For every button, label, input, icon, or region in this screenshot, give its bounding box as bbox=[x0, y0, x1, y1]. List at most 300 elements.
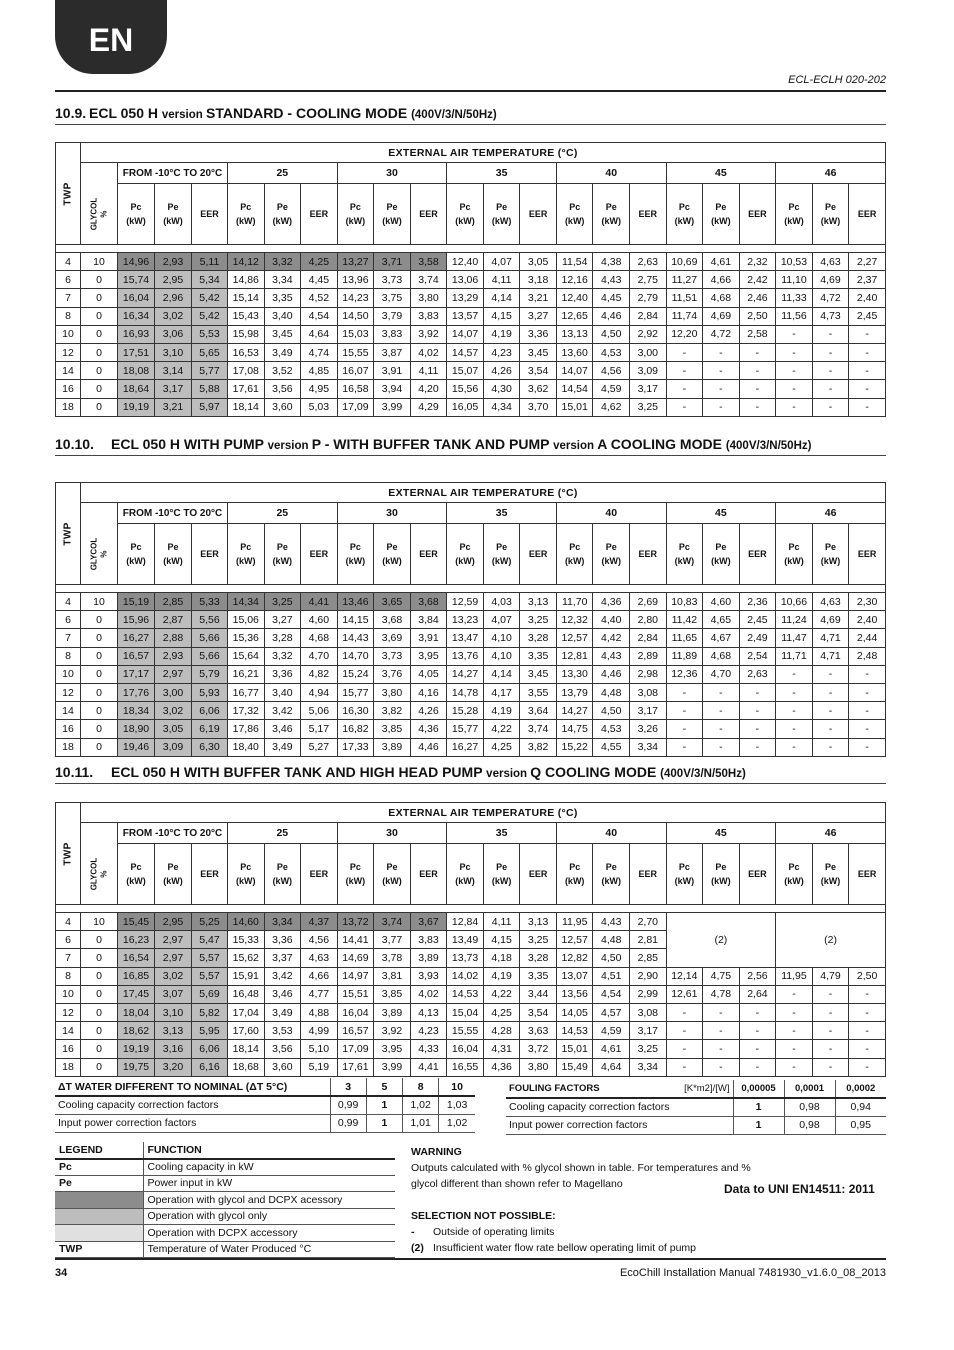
external-air-temp-header: EXTERNAL AIR TEMPERATURE (°C) bbox=[81, 803, 886, 823]
table-cell: 4,17 bbox=[483, 683, 520, 701]
table-cell: 3,14 bbox=[155, 362, 192, 380]
table-cell: - bbox=[849, 380, 886, 398]
table-cell: 3,91 bbox=[374, 362, 411, 380]
table-cell: 12,32 bbox=[556, 611, 593, 629]
table-row bbox=[56, 683, 886, 701]
section-title-part: (400V/3/N/50Hz) bbox=[411, 109, 497, 121]
table-cell: 2,69 bbox=[630, 593, 667, 611]
table-cell: - bbox=[739, 720, 776, 738]
table-cell: 6,06 bbox=[192, 1040, 228, 1058]
eer-header: EER bbox=[849, 184, 886, 245]
table-cell: 4,29 bbox=[410, 398, 447, 416]
pc-header: Pc (kW) bbox=[337, 524, 374, 585]
legend-function: Temperature of Water Produced °C bbox=[143, 1241, 395, 1258]
table-cell: 13,56 bbox=[556, 985, 593, 1003]
table-cell: 3,70 bbox=[520, 398, 557, 416]
table-cell: 3,83 bbox=[410, 931, 447, 949]
table-cell: 13,60 bbox=[556, 343, 593, 361]
table-cell: 3,89 bbox=[374, 738, 411, 756]
table-cell: 3,99 bbox=[374, 1058, 411, 1076]
table-cell: 15,45 bbox=[118, 913, 155, 931]
temp-group-header: 46 bbox=[776, 503, 886, 524]
table-cell: 2,63 bbox=[630, 253, 667, 271]
table-cell: - bbox=[812, 343, 849, 361]
table-cell: 3,77 bbox=[374, 931, 411, 949]
table-cell: 3,73 bbox=[374, 647, 411, 665]
table-cell: 2,79 bbox=[630, 289, 667, 307]
section-title bbox=[55, 764, 886, 784]
table-cell: 4,11 bbox=[483, 271, 520, 289]
table-cell: 4,02 bbox=[410, 985, 447, 1003]
table-cell: - bbox=[849, 362, 886, 380]
table-cell: 18,68 bbox=[228, 1058, 265, 1076]
table-cell: 3,36 bbox=[264, 665, 301, 683]
eer-header: EER bbox=[410, 844, 447, 905]
table-cell: 4,78 bbox=[703, 985, 740, 1003]
table-cell: 5,42 bbox=[192, 307, 228, 325]
delta-t-value: 1,01 bbox=[403, 1114, 439, 1132]
bottom-rule bbox=[55, 1258, 886, 1260]
table-cell: 3,28 bbox=[520, 629, 557, 647]
table-cell: 2,54 bbox=[739, 647, 776, 665]
eer-header: EER bbox=[849, 844, 886, 905]
table-cell: 3,75 bbox=[374, 289, 411, 307]
table-cell: 4,36 bbox=[593, 593, 630, 611]
table-cell: 3,34 bbox=[264, 913, 301, 931]
table-cell: 4,52 bbox=[301, 289, 338, 307]
table-cell: - bbox=[776, 1040, 813, 1058]
table-cell: 4,23 bbox=[483, 343, 520, 361]
table-cell: 14,05 bbox=[556, 1003, 593, 1021]
table-row bbox=[56, 380, 886, 398]
table-cell: 4,71 bbox=[812, 647, 849, 665]
table-cell: 11,71 bbox=[776, 647, 813, 665]
temp-group-header: 25 bbox=[228, 503, 338, 524]
table-cell: 3,73 bbox=[374, 271, 411, 289]
temp-group-header: 40 bbox=[556, 823, 666, 844]
fouling-col: 0,0002 bbox=[835, 1080, 886, 1098]
pe-header: Pe (kW) bbox=[812, 184, 849, 245]
table-cell: 5,34 bbox=[192, 271, 228, 289]
table-cell: - bbox=[666, 1040, 703, 1058]
table-cell: 14,15 bbox=[337, 611, 374, 629]
table-cell: 2,99 bbox=[630, 985, 667, 1003]
table-cell: 4,67 bbox=[703, 629, 740, 647]
table-cell: 3,18 bbox=[520, 271, 557, 289]
table-cell: 15,04 bbox=[447, 1003, 484, 1021]
page-number: 34 bbox=[55, 1267, 68, 1279]
temp-group-header: 35 bbox=[447, 163, 557, 184]
table-cell: 4,46 bbox=[593, 307, 630, 325]
table-cell: 16,55 bbox=[447, 1058, 484, 1076]
twp-value: 12 bbox=[56, 683, 81, 701]
fouling-header: FOULING FACTORS bbox=[506, 1080, 674, 1098]
table-cell: 4,43 bbox=[593, 913, 630, 931]
pe-header: Pe (kW) bbox=[593, 844, 630, 905]
table-cell: 4,54 bbox=[593, 985, 630, 1003]
table-cell: 4,70 bbox=[703, 665, 740, 683]
table-cell: 16,27 bbox=[118, 629, 155, 647]
table-row bbox=[56, 271, 886, 289]
table-cell: - bbox=[739, 1022, 776, 1040]
table-cell: 11,95 bbox=[556, 913, 593, 931]
table-cell: 3,36 bbox=[264, 931, 301, 949]
table-cell: 5,82 bbox=[192, 1003, 228, 1021]
table-cell: - bbox=[776, 1058, 813, 1076]
table-cell: 2,97 bbox=[155, 665, 192, 683]
table-cell: 3,27 bbox=[264, 611, 301, 629]
temp-group-header: 45 bbox=[666, 503, 776, 524]
table-cell: - bbox=[776, 362, 813, 380]
table-cell: 3,08 bbox=[630, 1003, 667, 1021]
delta-t-table bbox=[55, 1078, 475, 1133]
table-cell: 2,50 bbox=[739, 307, 776, 325]
twp-value: 6 bbox=[56, 931, 81, 949]
section-title-part: (400V/3/N/50Hz) bbox=[660, 768, 746, 780]
table-cell: 4,03 bbox=[483, 593, 520, 611]
table-cell: 12,16 bbox=[556, 271, 593, 289]
table-cell: 4,56 bbox=[593, 362, 630, 380]
pe-header: Pe (kW) bbox=[155, 184, 192, 245]
table-cell: 3,10 bbox=[155, 1003, 192, 1021]
table-cell: 2,88 bbox=[155, 629, 192, 647]
pc-header: Pc (kW) bbox=[228, 184, 265, 245]
pc-header: Pc (kW) bbox=[556, 184, 593, 245]
table-cell: 2,48 bbox=[849, 647, 886, 665]
performance-table bbox=[55, 482, 886, 757]
table-cell: 3,25 bbox=[630, 1040, 667, 1058]
table-cell: 16,05 bbox=[447, 398, 484, 416]
twp-value: 18 bbox=[56, 738, 81, 756]
table-cell: 3,06 bbox=[155, 325, 192, 343]
twp-value: 7 bbox=[56, 289, 81, 307]
table-cell: 15,03 bbox=[337, 325, 374, 343]
table-row bbox=[56, 253, 886, 271]
table-cell: 4,77 bbox=[301, 985, 338, 1003]
glycol-value: 0 bbox=[81, 271, 118, 289]
table-cell: 5,95 bbox=[192, 1022, 228, 1040]
twp-value: 14 bbox=[56, 702, 81, 720]
table-cell: 3,58 bbox=[410, 253, 447, 271]
glycol-value: 0 bbox=[81, 611, 118, 629]
table-cell: 11,95 bbox=[776, 967, 813, 985]
table-row bbox=[56, 913, 886, 931]
table-cell: 17,86 bbox=[228, 720, 265, 738]
table-cell: 16,04 bbox=[447, 1040, 484, 1058]
table-cell: 4,85 bbox=[301, 362, 338, 380]
eer-header: EER bbox=[301, 524, 338, 585]
table-cell: - bbox=[739, 1003, 776, 1021]
table-cell: - bbox=[812, 720, 849, 738]
table-cell: 12,57 bbox=[556, 931, 593, 949]
table-cell: 4,95 bbox=[301, 380, 338, 398]
table-cell: 13,96 bbox=[337, 271, 374, 289]
table-cell: 5,42 bbox=[192, 289, 228, 307]
table-row bbox=[56, 1058, 886, 1076]
table-cell: 4,50 bbox=[593, 949, 630, 967]
twp-value: 7 bbox=[56, 629, 81, 647]
twp-value: 10 bbox=[56, 325, 81, 343]
table-cell: 4,69 bbox=[812, 611, 849, 629]
table-cell: 3,93 bbox=[410, 967, 447, 985]
external-air-temp-header: EXTERNAL AIR TEMPERATURE (°C) bbox=[81, 483, 886, 503]
table-cell: 4,19 bbox=[483, 967, 520, 985]
table-cell: 16,34 bbox=[118, 307, 155, 325]
table-cell: 3,82 bbox=[374, 702, 411, 720]
table-cell: 16,48 bbox=[228, 985, 265, 1003]
document-code: ECL-ECLH 020-202 bbox=[788, 74, 886, 86]
pe-header: Pe (kW) bbox=[264, 524, 301, 585]
table-cell: 4,02 bbox=[410, 343, 447, 361]
temp-group-header: 35 bbox=[447, 503, 557, 524]
table-cell: 4,71 bbox=[812, 629, 849, 647]
table-cell: 4,65 bbox=[703, 611, 740, 629]
table-cell: 4,50 bbox=[593, 325, 630, 343]
table-cell: 3,99 bbox=[374, 398, 411, 416]
section-number: 10.10. bbox=[55, 436, 94, 452]
table-cell: 2,30 bbox=[849, 593, 886, 611]
table-cell: 15,51 bbox=[337, 985, 374, 1003]
table-cell: 5,56 bbox=[192, 611, 228, 629]
table-cell: - bbox=[666, 398, 703, 416]
temp-group-header: 40 bbox=[556, 503, 666, 524]
table-cell: 4,14 bbox=[483, 289, 520, 307]
table-cell: - bbox=[776, 738, 813, 756]
table-cell: 4,22 bbox=[483, 985, 520, 1003]
table-cell: 15,49 bbox=[556, 1058, 593, 1076]
fouling-table bbox=[506, 1080, 886, 1135]
table-cell: 3,21 bbox=[155, 398, 192, 416]
table-cell: 17,60 bbox=[228, 1022, 265, 1040]
table-cell: 3,13 bbox=[155, 1022, 192, 1040]
table-cell: 12,14 bbox=[666, 967, 703, 985]
glycol-value: 10 bbox=[81, 913, 118, 931]
table-cell: 14,07 bbox=[447, 325, 484, 343]
eer-header: EER bbox=[301, 844, 338, 905]
fouling-row-label: Input power correction factors bbox=[506, 1116, 733, 1134]
table-cell: 2,56 bbox=[739, 967, 776, 985]
twp-value: 8 bbox=[56, 647, 81, 665]
glycol-value: 0 bbox=[81, 629, 118, 647]
table-cell: - bbox=[776, 325, 813, 343]
table-cell: 2,40 bbox=[849, 611, 886, 629]
temp-group-header: FROM -10°C TO 20°C bbox=[118, 503, 228, 524]
table-cell: 3,42 bbox=[264, 967, 301, 985]
section-title-part: P - WITH BUFFER TANK AND PUMP bbox=[311, 436, 554, 452]
top-rule bbox=[55, 90, 886, 92]
table-cell: 3,05 bbox=[520, 253, 557, 271]
table-cell: 5,19 bbox=[301, 1058, 338, 1076]
temp-group-header: 40 bbox=[556, 163, 666, 184]
pe-header: Pe (kW) bbox=[593, 524, 630, 585]
table-cell: 16,58 bbox=[337, 380, 374, 398]
table-cell: 4,40 bbox=[593, 611, 630, 629]
table-cell: 5,93 bbox=[192, 683, 228, 701]
table-cell: 4,33 bbox=[410, 1040, 447, 1058]
table-cell: 16,04 bbox=[337, 1003, 374, 1021]
table-cell: 3,42 bbox=[264, 702, 301, 720]
pc-header: Pc (kW) bbox=[666, 524, 703, 585]
pe-header: Pe (kW) bbox=[703, 524, 740, 585]
table-cell: 4,43 bbox=[593, 647, 630, 665]
legend-header-key: LEGEND bbox=[55, 1142, 143, 1159]
glycol-value: 0 bbox=[81, 362, 118, 380]
table-cell: 16,85 bbox=[118, 967, 155, 985]
table-cell: 4,79 bbox=[812, 967, 849, 985]
table-cell: 3,40 bbox=[264, 683, 301, 701]
table-cell: 14,96 bbox=[118, 253, 155, 271]
pe-header: Pe (kW) bbox=[374, 184, 411, 245]
table-cell: 2,75 bbox=[630, 271, 667, 289]
table-cell: 3,45 bbox=[520, 343, 557, 361]
table-cell: 2,89 bbox=[630, 647, 667, 665]
table-cell: 3,40 bbox=[264, 307, 301, 325]
table-cell: - bbox=[666, 720, 703, 738]
table-cell: 12,81 bbox=[556, 647, 593, 665]
legend-key: Pe bbox=[55, 1175, 143, 1192]
table-cell: 2,92 bbox=[630, 325, 667, 343]
delta-t-col: 10 bbox=[439, 1078, 475, 1096]
table-cell: 4,63 bbox=[812, 253, 849, 271]
pe-header: Pe (kW) bbox=[374, 844, 411, 905]
table-cell: 12,82 bbox=[556, 949, 593, 967]
table-cell: 3,44 bbox=[520, 985, 557, 1003]
table-cell: 4,56 bbox=[301, 931, 338, 949]
table-cell: 16,07 bbox=[337, 362, 374, 380]
table-cell: 3,92 bbox=[374, 1022, 411, 1040]
insufficient-flow-note: (2) bbox=[666, 913, 776, 968]
eer-header: EER bbox=[630, 524, 667, 585]
table-cell: 5,79 bbox=[192, 665, 228, 683]
table-cell: 4,45 bbox=[301, 271, 338, 289]
table-cell: 3,13 bbox=[520, 593, 557, 611]
table-cell: 4,48 bbox=[593, 683, 630, 701]
table-cell: 3,17 bbox=[155, 380, 192, 398]
table-cell: 12,40 bbox=[447, 253, 484, 271]
legend-function: Operation with glycol and DCPX acessory bbox=[143, 1192, 395, 1209]
table-cell: - bbox=[776, 1003, 813, 1021]
twp-value: 14 bbox=[56, 362, 81, 380]
eer-header: EER bbox=[192, 844, 228, 905]
table-cell: 3,79 bbox=[374, 307, 411, 325]
twp-header: TWP bbox=[56, 803, 81, 905]
delta-t-value: 1,03 bbox=[439, 1096, 475, 1114]
twp-value: 18 bbox=[56, 398, 81, 416]
table-cell: 3,34 bbox=[630, 738, 667, 756]
table-cell: 3,87 bbox=[374, 343, 411, 361]
table-cell: 4,15 bbox=[483, 931, 520, 949]
legend-row bbox=[55, 1175, 395, 1192]
twp-value: 10 bbox=[56, 665, 81, 683]
section-title-part: Q COOLING MODE bbox=[530, 764, 661, 780]
table-cell: 3,56 bbox=[264, 380, 301, 398]
table-cell: 14,75 bbox=[556, 720, 593, 738]
table-cell: 3,62 bbox=[520, 380, 557, 398]
table-cell: - bbox=[739, 362, 776, 380]
table-cell: 3,28 bbox=[264, 629, 301, 647]
table-cell: 14,02 bbox=[447, 967, 484, 985]
table-cell: 6,19 bbox=[192, 720, 228, 738]
section-title-part: (400V/3/N/50Hz) bbox=[725, 440, 812, 452]
table-cell: 13,06 bbox=[447, 271, 484, 289]
table-cell: 13,47 bbox=[447, 629, 484, 647]
delta-t-header: ΔT WATER DIFFERENT TO NOMINAL (ΔT 5°C) bbox=[55, 1078, 330, 1096]
table-cell: 16,23 bbox=[118, 931, 155, 949]
insufficient-flow-note: (2) bbox=[776, 913, 886, 968]
twp-value: 12 bbox=[56, 343, 81, 361]
table-cell: 3,10 bbox=[155, 343, 192, 361]
table-cell: 3,28 bbox=[520, 949, 557, 967]
table-cell: 3,74 bbox=[374, 913, 411, 931]
table-cell: 4,36 bbox=[483, 1058, 520, 1076]
table-cell: 3,67 bbox=[410, 913, 447, 931]
performance-table bbox=[55, 802, 886, 1077]
table-cell: 18,14 bbox=[228, 398, 265, 416]
glycol-value: 0 bbox=[81, 931, 118, 949]
table-cell: 14,12 bbox=[228, 253, 265, 271]
legend-table bbox=[55, 1142, 395, 1258]
table-cell: 3,80 bbox=[374, 683, 411, 701]
table-cell: 10,53 bbox=[776, 253, 813, 271]
table-cell: 3,60 bbox=[264, 398, 301, 416]
table-cell: 5,17 bbox=[301, 720, 338, 738]
table-cell: - bbox=[739, 683, 776, 701]
table-cell: 3,13 bbox=[520, 913, 557, 931]
table-cell: 14,27 bbox=[556, 702, 593, 720]
table-cell: 2,81 bbox=[630, 931, 667, 949]
table-cell: 3,76 bbox=[374, 665, 411, 683]
table-cell: 3,53 bbox=[264, 1022, 301, 1040]
table-cell: - bbox=[849, 1040, 886, 1058]
legend-function: Power input in kW bbox=[143, 1175, 395, 1192]
table-cell: 3,84 bbox=[410, 611, 447, 629]
glycol-value: 0 bbox=[81, 720, 118, 738]
table-cell: 13,07 bbox=[556, 967, 593, 985]
table-row bbox=[56, 665, 886, 683]
pe-header: Pe (kW) bbox=[483, 184, 520, 245]
table-cell: - bbox=[812, 325, 849, 343]
table-cell: 2,95 bbox=[155, 913, 192, 931]
table-cell: 11,56 bbox=[776, 307, 813, 325]
table-cell: 4,38 bbox=[593, 253, 630, 271]
table-cell: 15,77 bbox=[447, 720, 484, 738]
table-cell: 13,72 bbox=[337, 913, 374, 931]
table-cell: 15,06 bbox=[228, 611, 265, 629]
table-cell: 4,62 bbox=[593, 398, 630, 416]
table-cell: 5,47 bbox=[192, 931, 228, 949]
table-cell: - bbox=[849, 702, 886, 720]
table-cell: 13,13 bbox=[556, 325, 593, 343]
fouling-col: 0,0001 bbox=[784, 1080, 835, 1098]
eer-header: EER bbox=[739, 844, 776, 905]
table-cell: 13,29 bbox=[447, 289, 484, 307]
table-cell: 3,26 bbox=[630, 720, 667, 738]
table-cell: 11,33 bbox=[776, 289, 813, 307]
table-cell: 4,43 bbox=[593, 271, 630, 289]
table-cell: - bbox=[776, 1022, 813, 1040]
table-cell: 2,58 bbox=[739, 325, 776, 343]
twp-value: 18 bbox=[56, 1058, 81, 1076]
eer-header: EER bbox=[192, 524, 228, 585]
table-cell: 3,02 bbox=[155, 307, 192, 325]
table-cell: 10,66 bbox=[776, 593, 813, 611]
delta-t-row-label: Input power correction factors bbox=[55, 1114, 330, 1132]
twp-value: 16 bbox=[56, 720, 81, 738]
table-cell: 3,55 bbox=[520, 683, 557, 701]
table-cell: 18,34 bbox=[118, 702, 155, 720]
table-cell: 4,64 bbox=[301, 325, 338, 343]
table-cell: - bbox=[812, 362, 849, 380]
